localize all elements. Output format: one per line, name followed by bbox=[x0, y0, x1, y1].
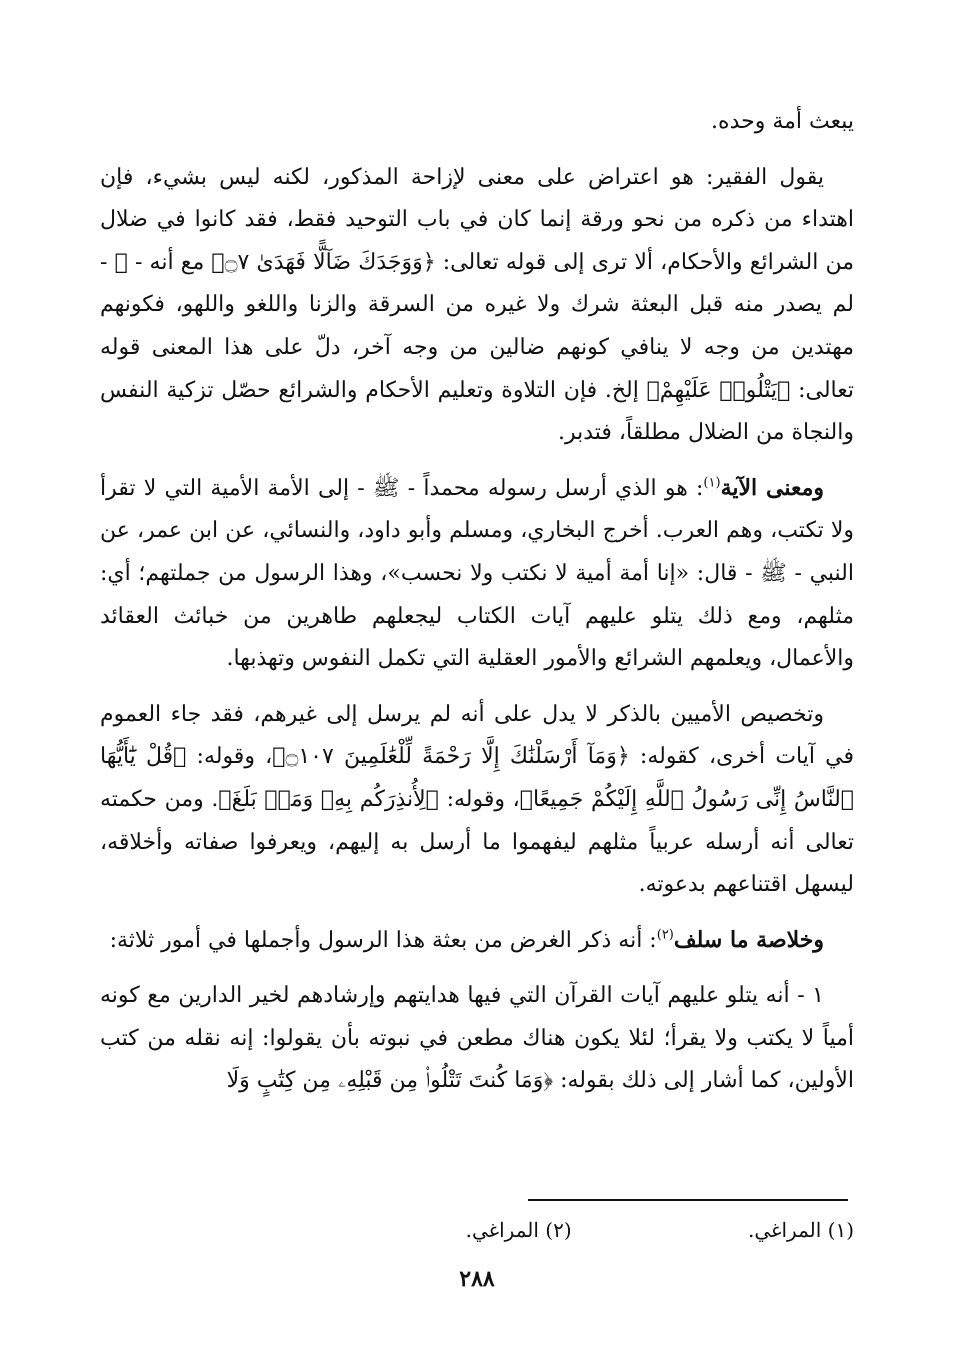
footnote-ref: (١) bbox=[703, 475, 721, 491]
section-lead: وخلاصة ما سلف bbox=[673, 926, 824, 953]
footnote-1: (١) المراغي. bbox=[747, 1218, 854, 1242]
paragraph-5: وخلاصة ما سلف$^{(٢)}$: أنه ذكر الغرض من بعثة هذا الرسول وأجملها في أمور ثلاثة: bbox=[109, 926, 824, 953]
footnote-2: (٢) المراغي. bbox=[465, 1218, 572, 1242]
footnote-ref: (٢) bbox=[656, 927, 674, 943]
paragraph-6: ١ - أنه يتلو عليهم آيات القرآن التي فيها هدايتهم وإرشادهم لخير الدارين مع كونه أمياً لا يكتب ولا يقرأ؛ لئلا يكون هناك مطعن في نبوته بأن يقولوا: إنه نقله من كتب الأولين، كما أشار إلى ذلك بقوله: ﴿وَمَا كُنتَ تَتْلُوا۟ مِن قَبْلِهِۦ مِن كِتَٰبٍ وَلَا bbox=[100, 983, 854, 1094]
page-number: ٢٨٨ bbox=[459, 1266, 495, 1292]
body-text bbox=[100, 100, 854, 1103]
paragraph-1: يبعث أمة وحده. bbox=[711, 109, 854, 134]
footnote-separator bbox=[528, 1199, 848, 1201]
section-lead: ومعنى الآية bbox=[720, 474, 825, 501]
paragraph-2: يقول الفقير: هو اعتراض على معنى لإزاحة المذكور، لكنه ليس بشيء، فإن اهتداء من ذكره من نحو ورقة إنما كان في باب التوحيد فقط، فقد كانوا في ضلال من الشرائع والأحكام، ألا ترى إلى قوله تعالى: ﴿وَوَجَدَكَ ضَآلًّا فَهَدَىٰ ۝٧﴾ مع أنه - ﷺ - لم يصدر منه قبل البعثة شرك ولا غيره من السرقة والزنا واللغو واللهو، فكونهم مهتدين من وجه لا ينافي كونهم ضالين من وجه آخر، دلّ على هذا المعنى قوله تعالى: ﴿يَتْلُوا۟ عَلَيْهِمْ﴾ إلخ. فإن التلاوة وتعليم الأحكام والشرائع حصّل تزكية النفس والنجاة من الضلال مطلقاً، فتدبر. bbox=[100, 164, 854, 446]
footnotes bbox=[100, 1215, 854, 1245]
paragraph-3: ومعنى الآية$^{(١)}$: هو الذي أرسل رسوله محمداً - ﷺ - إلى الأمة الأمية التي لا تقرأ ولا تكتب، وهم العرب. أخرج البخاري، ومسلم وأبو داود، والنسائي، عن ابن عمر، عن النبي - ﷺ - قال: «إنا أمة أمية لا نكتب ولا نحسب»، وهذا الرسول من جملتهم؛ أي: مثلهم، ومع ذلك يتلو عليهم آيات الكتاب ليجعلهم طاهرين من خبائث العقائد والأعمال، ويعلمهم الشرائع والأمور العقلية التي تكمل النفوس وتهذبها. bbox=[100, 474, 854, 672]
paragraph-4: وتخصيص الأميين بالذكر لا يدل على أنه لم يرسل إلى غيرهم، فقد جاء العموم في آيات أخرى، كقوله: ﴿وَمَآ أَرْسَلْنَٰكَ إِلَّا رَحْمَةً لِّلْعَٰلَمِينَ ۝١٠٧﴾، وقوله: ﴿قُلْ يَٰٓأَيُّهَا ٱلنَّاسُ إِنِّى رَسُولُ ٱللَّهِ إِلَيْكُمْ جَمِيعًا﴾، وقوله: ﴿لِأُنذِرَكُم بِهِۦ وَمَنۢ بَلَغَ﴾. ومن حكمته تعالى أنه أرسله عربياً مثلهم ليفهموا ما أرسل به إليهم، ويعرفوا صفاته وأخلاقه، ليسهل اقتناعهم بدعوته. bbox=[100, 701, 855, 898]
